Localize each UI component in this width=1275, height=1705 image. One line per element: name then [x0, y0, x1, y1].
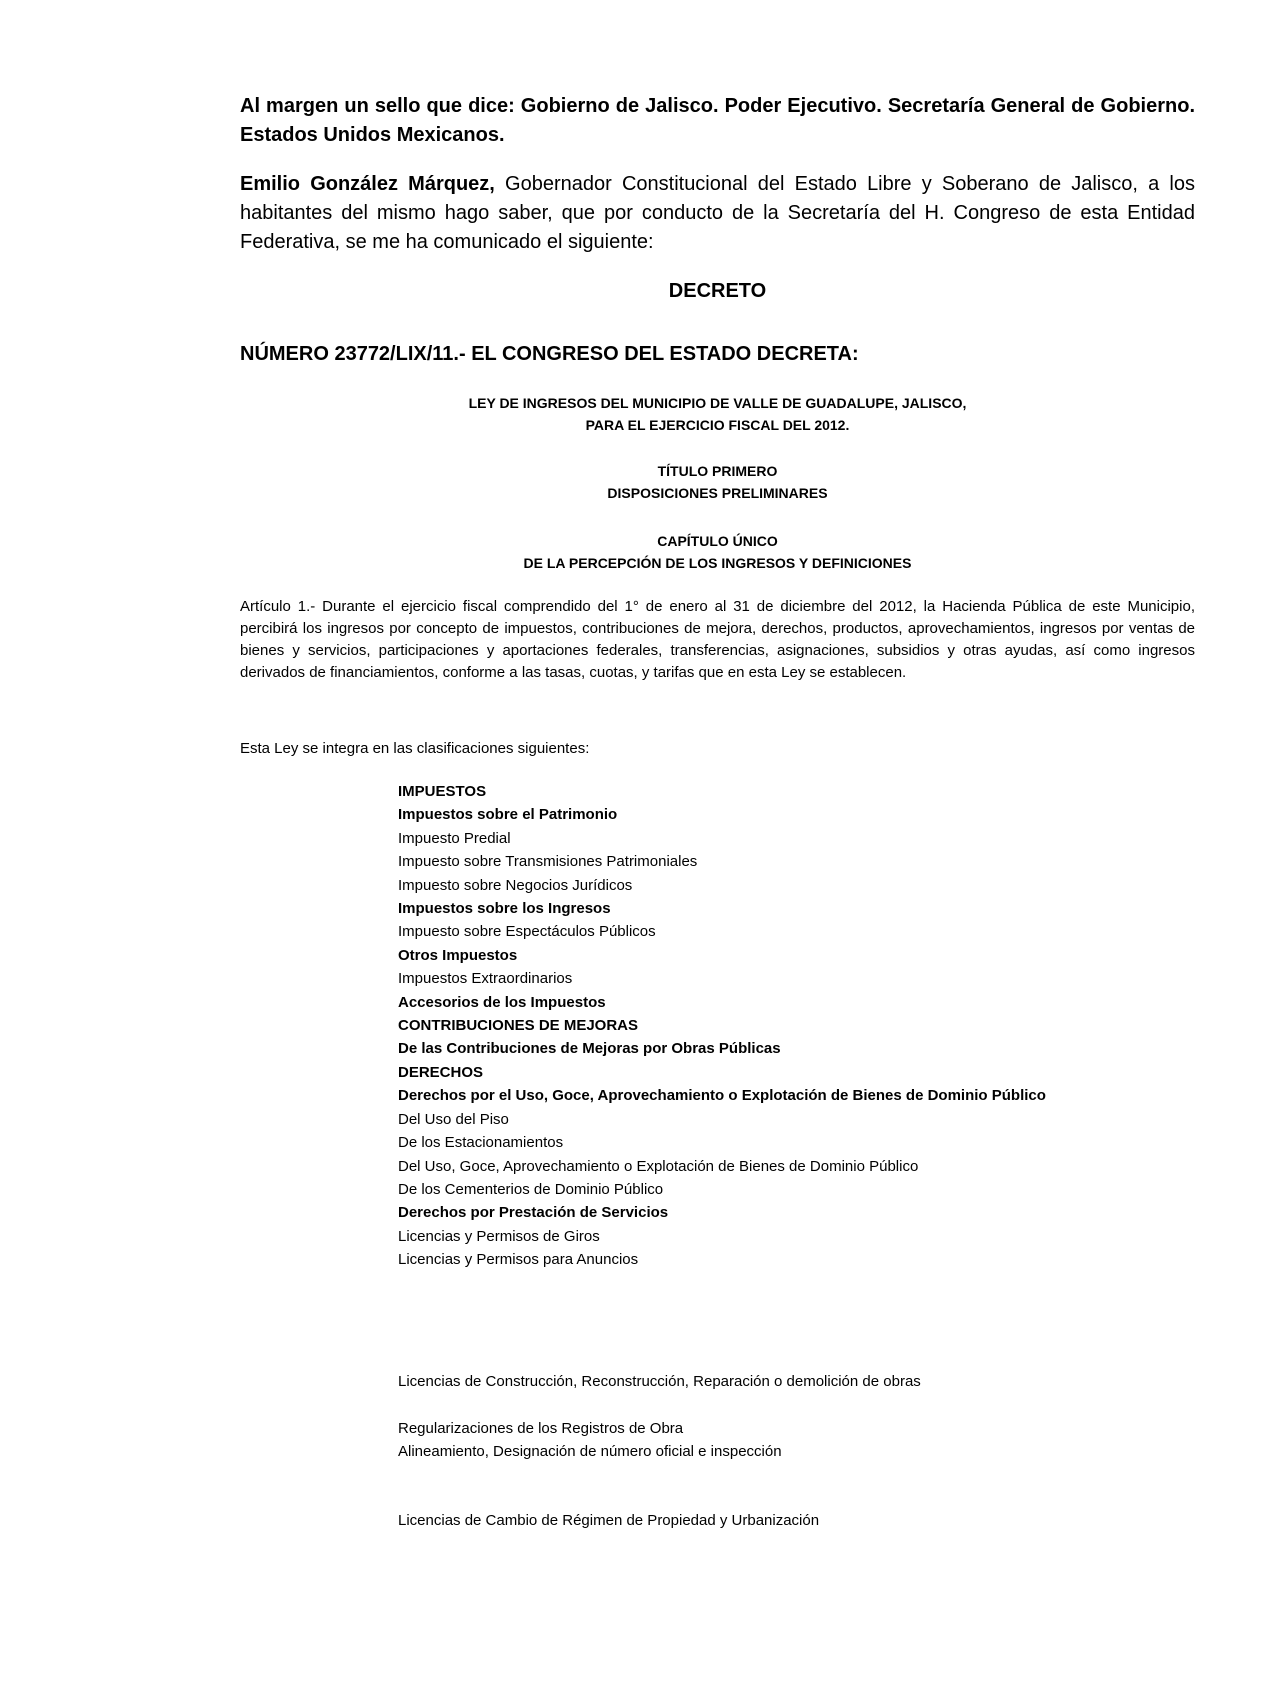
governor-text: Gobernador Constitucional del Estado Libre y Soberano de Jalisco, a los habitantes del mismo hago saber, que por conducto de la Secretaría del H. Congreso de esta Entidad Federativa, se me ha comunicado el siguiente:	[240, 173, 1195, 253]
law-title-line-2: PARA EL EJERCICIO FISCAL DEL 2012.	[585, 417, 850, 433]
classification-item: DERECHOS	[398, 1063, 484, 1081]
classification-item: Impuestos Extraordinarios	[398, 970, 573, 988]
extra-item-regularizaciones: Regularizaciones de los Registros de Obra	[398, 1420, 684, 1437]
classification-item: Impuestos sobre los Ingresos	[398, 900, 611, 918]
extra-item-alineamiento: Alineamiento, Designación de número oficial e inspección	[398, 1443, 782, 1460]
classification-item: Licencias y Permisos para Anuncios	[398, 1251, 639, 1269]
classification-item: De los Estacionamientos	[398, 1134, 564, 1152]
capitulo-heading	[240, 530, 1195, 574]
classification-item: Del Uso, Goce, Aprovechamiento o Explotación de Bienes de Dominio Público	[398, 1157, 919, 1175]
classification-item: Impuesto sobre Espectáculos Públicos	[398, 923, 656, 941]
extra-item-cambio-regimen: Licencias de Cambio de Régimen de Propiedad y Urbanización	[398, 1512, 820, 1529]
law-title	[240, 392, 1195, 436]
classification-item: IMPUESTOS	[398, 783, 487, 800]
classification-item: Impuesto Predial	[398, 829, 511, 847]
titulo-heading	[240, 460, 1195, 504]
classification-item: De las Contribuciones de Mejoras por Obras Públicas	[398, 1040, 781, 1058]
classification-item: Impuesto sobre Negocios Jurídicos	[398, 876, 633, 894]
capitulo-line-2: DE LA PERCEPCIÓN DE LOS INGRESOS Y DEFINICIONES	[523, 555, 912, 571]
classification-item: Impuestos sobre el Patrimonio	[398, 806, 618, 824]
article-1-paragraph: Artículo 1.- Durante el ejercicio fiscal comprendido del 1° de enero al 31 de diciembre del 2012, la Hacienda Pública de este Municipio, percibirá los ingresos por concepto de impuestos, contribuciones de mejora, derechos, productos, aprovechamientos, ingresos por ventas de bienes y servicios, participaciones y aportaciones federales, transferencias, asignaciones, subsidios y otras ayudas, así como ingresos derivados de financiamientos, conforme a las tasas, cuotas, y tarifas que en esta Ley se establecen.	[240, 598, 1195, 681]
classification-item: Accesorios de los Impuestos	[398, 993, 606, 1011]
governor-paragraph	[240, 170, 1195, 257]
titulo-line-2: DISPOSICIONES PRELIMINARES	[607, 485, 828, 501]
extra-item-construccion: Licencias de Construcción, Reconstrucción, Reparación o demolición de obras	[398, 1373, 921, 1390]
classification-item: Derechos por Prestación de Servicios	[398, 1204, 669, 1222]
seal-paragraph: Al margen un sello que dice: Gobierno de Jalisco. Poder Ejecutivo. Secretaría General de Gobierno. Estados Unidos Mexicanos.	[240, 95, 1195, 146]
integration-text: Esta Ley se integra en las clasificaciones siguientes:	[240, 740, 590, 757]
governor-name: Emilio González Márquez,	[240, 173, 495, 195]
law-title-line-1: LEY DE INGRESOS DEL MUNICIPIO DE VALLE DE GUADALUPE, JALISCO,	[468, 395, 967, 411]
classification-item: Derechos por el Uso, Goce, Aprovechamiento o Explotación de Bienes de Dominio Público	[398, 1087, 1046, 1105]
classification-item: CONTRIBUCIONES DE MEJORAS	[398, 1017, 639, 1035]
classification-item: Del Uso del Piso	[398, 1110, 509, 1128]
classification-item: Impuesto sobre Transmisiones Patrimoniales	[398, 853, 698, 871]
classification-item: De los Cementerios de Dominio Público	[398, 1180, 664, 1198]
decree-number: NÚMERO 23772/LIX/11.- EL CONGRESO DEL ESTADO DECRETA:	[240, 343, 859, 365]
classification-list	[398, 780, 1046, 1272]
classification-item: Otros Impuestos	[398, 946, 518, 964]
capitulo-line-1: CAPÍTULO ÚNICO	[657, 533, 778, 549]
decreto-heading: DECRETO	[668, 280, 767, 302]
classification-item: Licencias y Permisos de Giros	[398, 1227, 600, 1245]
titulo-line-1: TÍTULO PRIMERO	[657, 463, 778, 479]
